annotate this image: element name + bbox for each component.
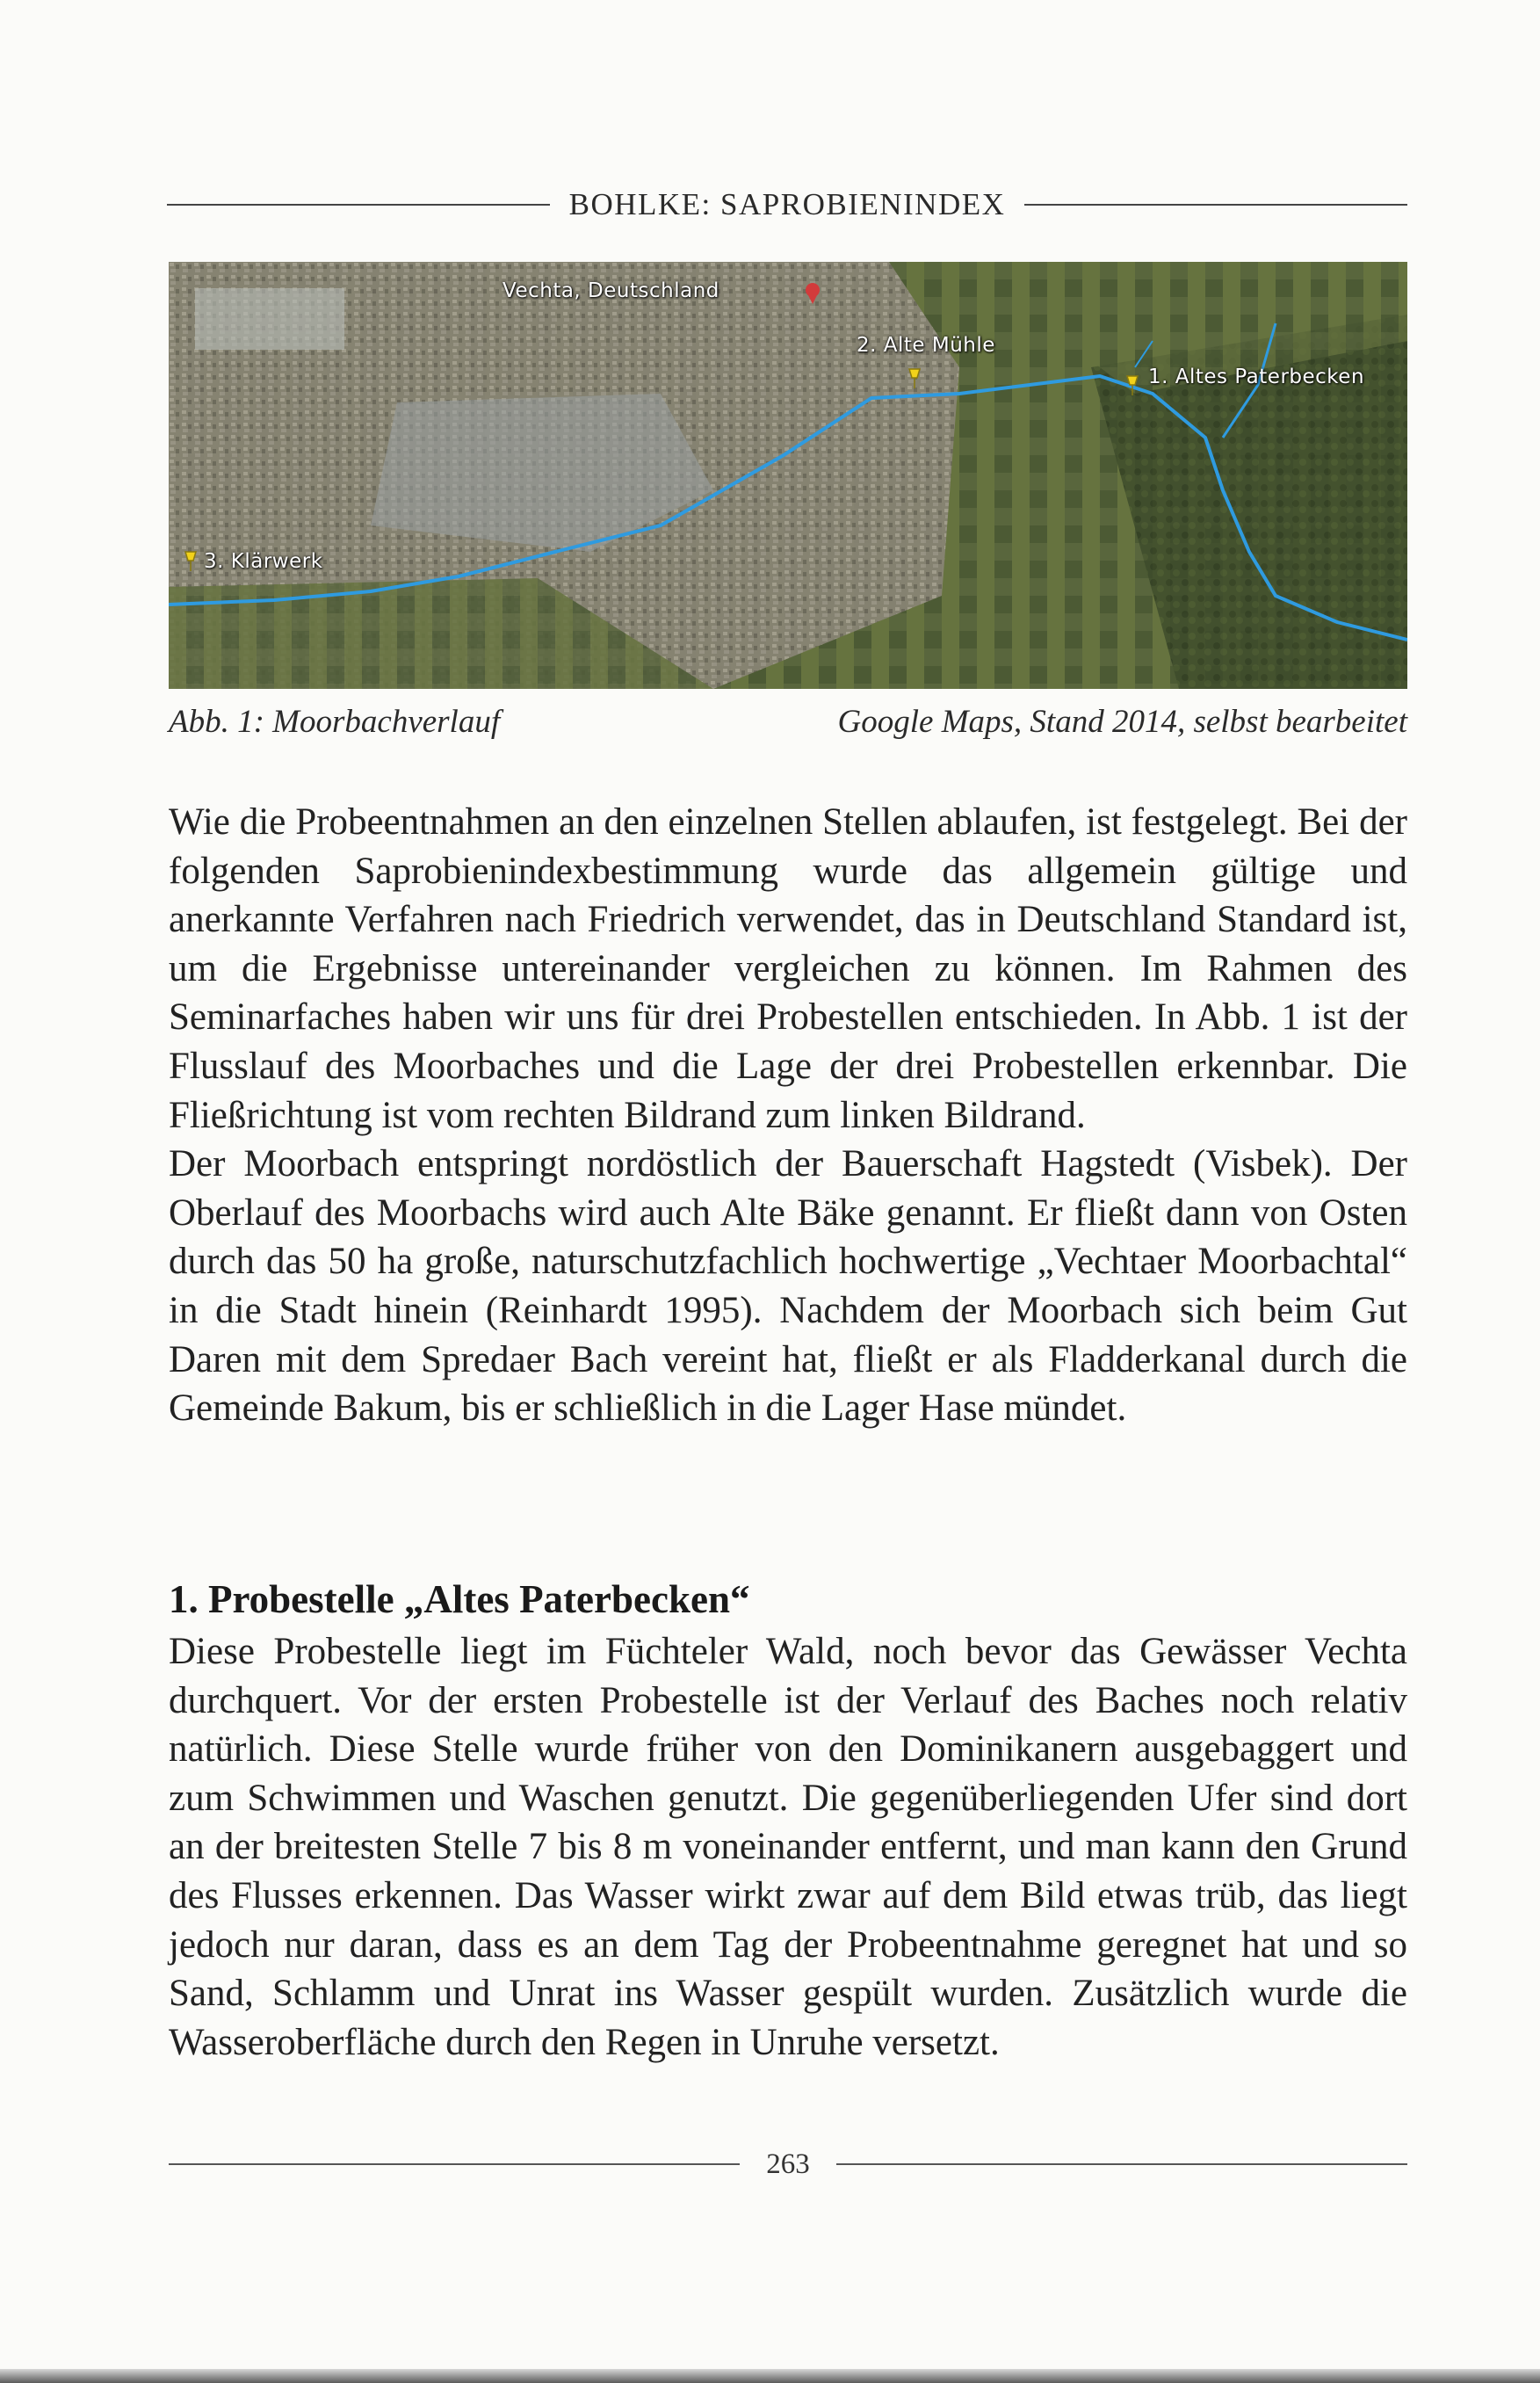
body-text-section-1 [169, 1627, 1407, 2067]
map-label-alte-muehle: 2. Alte Mühle [857, 334, 995, 357]
map-image [169, 262, 1407, 689]
map-label-vechta: Vechta, Deutschland [502, 279, 719, 302]
footer-rule-right [836, 2163, 1407, 2165]
footer-rule-left [169, 2163, 740, 2165]
paragraph: Wie die Probeentnahmen an den einzelnen Stellen ablaufen, ist festgelegt. Bei der folgenden Saprobienindexbestimmung wurde das allgemein gültige und anerkannte Verfahren nach Friedrich verwendet, das in Deutschland Standard ist, um die Ergebnisse untereinander vergleichen zu können. Im Rahmen des Seminarfaches haben wir uns für drei Probestellen entschieden. In Abb. 1 ist der Flusslauf des Moorbaches und die Lage der drei Probestellen erkennbar. Die Fließrichtung ist vom rechten Bildrand zum linken Bildrand. [169, 801, 1407, 1136]
page-footer [169, 2142, 1407, 2186]
caption-source: Google Maps, Stand 2014, selbst bearbeitet [837, 704, 1407, 740]
map-label-altes-paterbecken: 1. Altes Paterbecken [1148, 366, 1365, 388]
header-rule-right [1024, 204, 1407, 206]
body-text-intro [169, 798, 1407, 1433]
pushpin-icon [181, 550, 200, 571]
scan-edge [0, 2369, 1540, 2383]
satellite-map-figure [169, 262, 1407, 689]
pushpin-icon [1123, 374, 1142, 395]
header-rule-left [167, 204, 550, 206]
pushpin-icon [905, 367, 924, 388]
figure-caption [169, 703, 1407, 741]
header-title: BOHLKE: SAPROBIENINDEX [568, 187, 1006, 221]
map-label-klaerwerk: 3. Klärwerk [204, 550, 323, 573]
paragraph: Diese Probestelle liegt im Füchteler Wald, noch bevor das Gewässer Vechta durchquert. Vor der ersten Probestelle ist der Verlauf des Baches noch relativ natürlich. Diese Stelle wurde früher von den Dominikanern ausgebaggert und zum Schwimmen und Waschen genutzt. Die gegenüberliegenden Ufer sind dort an der breitesten Stelle 7 bis 8 m voneinander entfernt, und man kann den Grund des Flusses erkennen. Das Wasser wirkt zwar auf dem Bild etwas trüb, das liegt jedoch nur daran, dass es an dem Tag der Probeentnahme geregnet hat und so Sand, Schlamm und Unrat ins Wasser gespült wurden. Zusätzlich wurde die Wasseroberfläche durch den Regen in Unruhe versetzt. [169, 1631, 1407, 2063]
section-heading: 1. Probestelle „Altes Paterbecken“ [169, 1577, 750, 1621]
paragraph: Der Moorbach entspringt nordöstlich der Bauerschaft Hagstedt (Visbek). Der Oberlauf des Moorbachs wird auch Alte Bäke genannt. Er fließt dann von Osten durch das 50 ha große, naturschutzfachlich hochwertige „Vechtaer Moorbachtal“ in die Stadt hinein (Reinhardt 1995). Nachdem der Moorbach sich beim Gut Daren mit dem Spredaer Bach vereint hat, fließt er als Fladderkanal durch die Gemeinde Bakum, bis er schließlich in die Lager Hase mündet. [169, 1143, 1407, 1430]
running-header [167, 183, 1407, 227]
caption-title: Abb. 1: Moorbachverlauf [169, 704, 501, 740]
page-number: 263 [766, 2148, 810, 2180]
